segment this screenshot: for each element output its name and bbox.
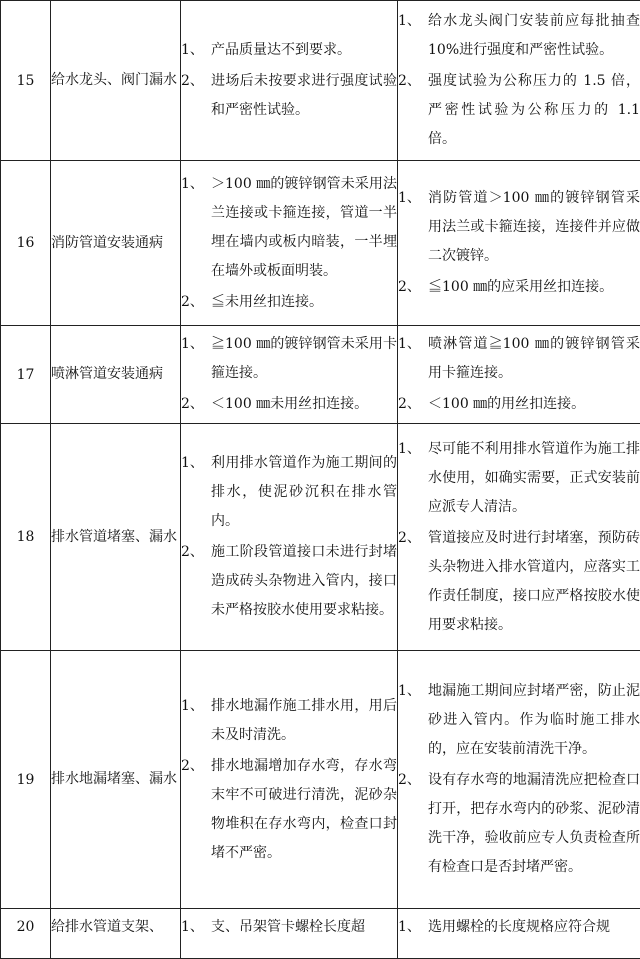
item-index: 1、	[398, 677, 428, 764]
item-text: 施工阶段管道接口未进行封堵造成砖头杂物进入管内，接口未严格按胶水使用要求粘接。	[211, 538, 397, 625]
table-body	[1, 1, 640, 959]
measure-item	[398, 390, 640, 419]
table-row	[1, 909, 640, 959]
row-number: 18	[1, 424, 51, 651]
row-number: 16	[1, 161, 51, 326]
table-row	[1, 651, 640, 909]
item-text: 管道接应及时进行封堵塞，预防砖头杂物进入排水管道内，应落实工作责任制度，接口应严格按胶水使用要求粘接。	[428, 524, 640, 640]
item-text: ＞100 ㎜的镀锌钢管未采用法兰连接或卡箍连接，管道一半埋在墙内或板内暗装，一半埋在墙外或板面明装。	[211, 170, 397, 286]
item-text: 进场后未按要求进行强度试验和严密性试验。	[211, 67, 397, 125]
defect-name: 给水龙头、阀门漏水	[51, 1, 181, 161]
item-text: 排水地漏作施工排水用，用后未及时清洗。	[211, 692, 397, 750]
item-index: 2、	[398, 524, 428, 640]
item-index: 1、	[398, 435, 428, 522]
item-text: ＜100 ㎜的用丝扣连接。	[428, 390, 640, 419]
row-number: 15	[1, 1, 51, 161]
item-index: 1、	[398, 330, 428, 388]
row-number: 19	[1, 651, 51, 909]
measure-item	[398, 7, 640, 65]
measure-cell	[398, 424, 640, 651]
item-index: 2、	[398, 273, 428, 302]
table-row	[1, 1, 640, 161]
item-index: 1、	[181, 36, 211, 65]
item-text: 地漏施工期间应封堵严密，防止泥砂进入管内。作为临时施工排水的，应在安装前清洗干净。	[428, 677, 640, 764]
cause-item	[181, 913, 397, 942]
item-text: ≧100 ㎜的镀锌钢管未采用卡箍连接。	[211, 330, 397, 388]
item-text: ≦100 ㎜的应采用丝扣连接。	[428, 273, 640, 302]
item-index: 2、	[398, 67, 428, 154]
measure-cell	[398, 1, 640, 161]
item-index: 1、	[398, 7, 428, 65]
cause-item	[181, 752, 397, 868]
item-index: 1、	[181, 692, 211, 750]
item-text: 设有存水弯的地漏清洗应把检查口打开，把存水弯内的砂浆、泥砂清洗干净，验收前应专人负责检查所有检查口是否封堵严密。	[428, 766, 640, 882]
item-text: 产品质量达不到要求。	[211, 36, 397, 65]
measure-item	[398, 766, 640, 882]
measure-item	[398, 435, 640, 522]
cause-item	[181, 330, 397, 388]
cause-cell	[181, 424, 398, 651]
cause-cell	[181, 161, 398, 326]
item-index: 2、	[181, 390, 211, 419]
cause-cell	[181, 1, 398, 161]
cause-item	[181, 449, 397, 536]
measure-cell	[398, 161, 640, 326]
table-row	[1, 161, 640, 326]
item-text: 排水地漏增加存水弯，存水弯末牢不可破进行清洗，泥砂杂物堆积在存水弯内，检查口封堵不严密。	[211, 752, 397, 868]
cause-item	[181, 170, 397, 286]
item-index: 1、	[181, 449, 211, 536]
cause-cell	[181, 651, 398, 909]
cause-item	[181, 692, 397, 750]
cause-item	[181, 538, 397, 625]
item-text: 强度试验为公称压力的 1.5 倍，严密性试验为公称压力的 1.1 倍。	[428, 67, 640, 154]
item-text: 支、吊架管卡螺栓长度超	[211, 913, 397, 942]
table-row	[1, 424, 640, 651]
cause-item	[181, 288, 397, 317]
item-index: 2、	[398, 390, 428, 419]
item-index: 1、	[181, 330, 211, 388]
item-text: 利用排水管道作为施工期间的排水，使泥砂沉积在排水管内。	[211, 449, 397, 536]
item-text: ＜100 ㎜未用丝扣连接。	[211, 390, 397, 419]
row-number: 20	[1, 909, 51, 959]
item-index: 1、	[181, 170, 211, 286]
measure-item	[398, 524, 640, 640]
measure-item	[398, 330, 640, 388]
cause-cell	[181, 326, 398, 424]
item-index: 2、	[181, 288, 211, 317]
item-index: 1、	[181, 913, 211, 942]
item-index: 1、	[398, 913, 428, 942]
defect-name: 给排水管道支架、	[51, 909, 181, 959]
table-row	[1, 326, 640, 424]
measure-cell	[398, 651, 640, 909]
defect-name: 排水管道堵塞、漏水	[51, 424, 181, 651]
item-index: 2、	[181, 67, 211, 125]
measure-item	[398, 677, 640, 764]
row-number: 17	[1, 326, 51, 424]
defect-name: 排水地漏堵塞、漏水	[51, 651, 181, 909]
item-text: 选用螺栓的长度规格应符合规	[428, 913, 640, 942]
defect-name: 喷淋管道安装通病	[51, 326, 181, 424]
cause-item	[181, 67, 397, 125]
item-index: 2、	[398, 766, 428, 882]
defect-name: 消防管道安装通病	[51, 161, 181, 326]
measure-item	[398, 273, 640, 302]
cause-item	[181, 390, 397, 419]
item-text: 尽可能不利用排水管道作为施工排水使用，如确实需要，正式安装前应派专人清洁。	[428, 435, 640, 522]
item-index: 2、	[181, 752, 211, 868]
measure-cell	[398, 326, 640, 424]
item-index: 2、	[181, 538, 211, 625]
measure-item	[398, 67, 640, 154]
item-index: 1、	[398, 184, 428, 271]
cause-cell	[181, 909, 398, 959]
measure-item	[398, 184, 640, 271]
item-text: ≦未用丝扣连接。	[211, 288, 397, 317]
measure-cell	[398, 909, 640, 959]
item-text: 喷淋管道≧100 ㎜的镀锌钢管采用卡箍连接。	[428, 330, 640, 388]
item-text: 消防管道＞100 ㎜的镀锌钢管采用法兰或卡箍连接，连接件并应做二次镀锌。	[428, 184, 640, 271]
measure-item	[398, 913, 640, 942]
item-text: 给水龙头阀门安装前应每批抽查 10%进行强度和严密性试验。	[428, 7, 640, 65]
cause-item	[181, 36, 397, 65]
